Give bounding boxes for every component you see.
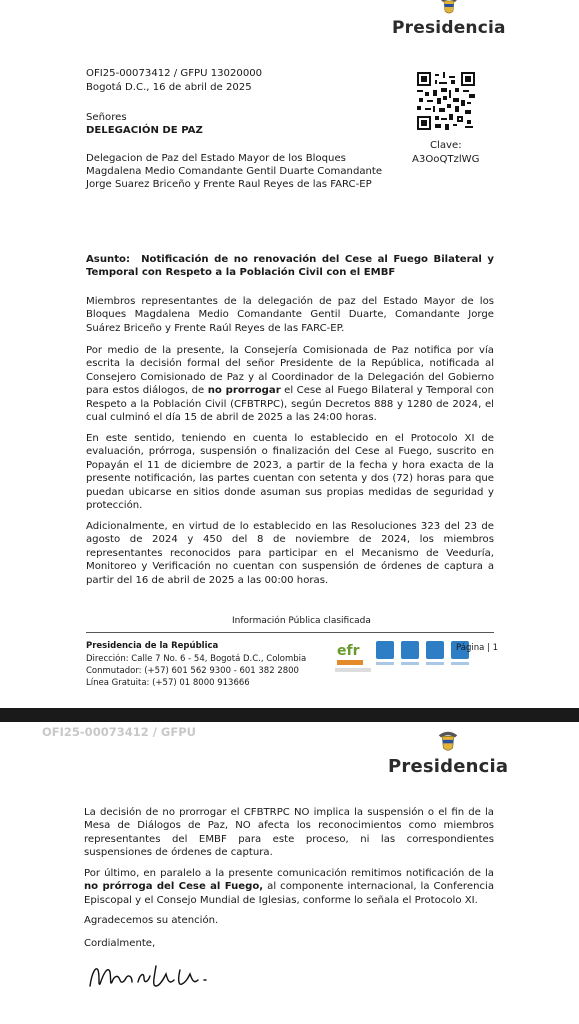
presidencia-logo — [388, 726, 508, 777]
page2-paragraph-2-text-end: al componente internacional, la Conferencia Episcopal y el Consejo Mundial de Iglesias, conforme lo señala el Protocolo XI. — [84, 881, 494, 906]
subject-text: Notificación de no renovación del Cese al Fuego Bilateral y Temporal con Respeto a la Población Civil con el EMBF — [86, 254, 494, 279]
reference-number-faint: OFI25-00073412 / GFPU — [42, 725, 196, 739]
paragraph-2 — [86, 344, 494, 424]
subject — [86, 253, 494, 280]
paragraph-2-text-end: el Cese al Fuego Bilateral y Temporal con Respeto a la Población Civil (CFBTRPC), según Decretos 888 y 1280 de 2024, el cual culminó el día 15 de abril de 2025 a las 24:00 horas. — [86, 385, 494, 424]
recipient-title: DELEGACIÓN DE PAZ — [86, 125, 203, 136]
handwritten-signature — [86, 952, 216, 996]
footer-toll-free: Línea Gratuita: (+57) 01 8000 913666 — [86, 678, 250, 688]
paragraph-1: Miembros representantes de la delegación de paz del Estado Mayor de los Bloques Magdalena Medio Comandante Gentil Duarte, Comandante Jorge Suárez Briceño y Frente Raúl Reyes de las FARC-EP. — [86, 296, 494, 334]
clave-value: A3OoQTzlWG — [412, 154, 480, 165]
recipient-line: Delegacion de Paz del Estado Mayor de los Bloques — [86, 153, 346, 164]
salutation: Señores — [86, 112, 127, 123]
recipient-line: Jorge Suarez Briceño y Frente Raul Reyes de las FARC-EP — [86, 179, 372, 190]
closing-line: Cordialmente, — [84, 938, 156, 949]
presidencia-wordmark: Presidencia — [392, 18, 506, 38]
efr-certification-logo: efr — [333, 641, 371, 677]
letter-page-2 — [0, 722, 579, 1024]
paragraph-2-bold: no prorrogar — [207, 385, 281, 397]
footer-phone: Conmutador: (+57) 601 562 9300 - 601 382 2800 — [86, 666, 299, 676]
footer-address: Dirección: Calle 7 No. 6 - 54, Bogotá D.C., Colombia — [86, 654, 307, 664]
page2-paragraph-2-text: Por último, en paralelo a la presente comunicación remitimos notificación de la — [84, 868, 494, 879]
icontec-badge-icon — [424, 641, 446, 665]
paragraph-3: En este sentido, teniendo en cuenta lo establecido en el Protocolo XI de evaluación, prórroga, suspensión o finalización del Cese al Fuego, suscrito en Popayán el 11 de diciembre de 2023, a partir de la fecha y hora exacta de la presente notificación, las partes cuentan con setenta y dos (72) horas para que puedan ubicarse en sitios donde asuman sus propias medidas de seguridad y protección. — [86, 433, 494, 512]
page2-paragraph-1: La decisión de no prorrogar el CFBTRPC NO implica la suspensión o el fin de la Mesa de Diálogos de Paz, NO afecta los reconocimientos como miembros representantes del EMBF para este proceso, ni las correspondientes suspensiones de órdenes de captura. — [84, 807, 494, 859]
presidencia-wordmark: Presidencia — [388, 756, 509, 777]
paragraph-2-text: Por medio de la presente, la Consejería Comisionada de Paz notifica por vía escrita la decisión formal del señor Presidente de la República, notificada al Consejero Comisionado de Paz y al Coordinador de la Delegación del Gobierno para estos diálogos, de — [86, 345, 494, 397]
thanks-line: Agradecemos su atención. — [84, 915, 219, 926]
reference-number: OFI25-00073412 / GFPU 13020000 — [86, 68, 263, 79]
page2-paragraph-2 — [84, 867, 494, 907]
qr-code — [417, 72, 475, 130]
coat-of-arms-icon — [436, 0, 462, 18]
footer-org: Presidencia de la República — [86, 641, 219, 651]
city-date: Bogotá D.C., 16 de abril de 2025 — [86, 82, 252, 93]
icontec-badge-icon — [374, 641, 396, 665]
clave-label: Clave: — [430, 140, 462, 151]
coat-of-arms-icon — [433, 726, 463, 756]
paragraph-4: Adicionalmente, en virtud de lo establecido en las Resoluciones 323 del 23 de agosto de 2024 y 450 del 8 de noviembre de 2024, los miembros representantes reconocidos para participar en el Mecanismo de Veeduría, Monitoreo y Verificación no cuentan con suspensión de órdenes de captura a partir del 16 de abril de 2025 a las 00:00 horas. — [86, 521, 494, 586]
presidencia-logo — [392, 0, 506, 38]
icontec-badge-icon — [399, 641, 421, 665]
classification-label: Información Pública clasificada — [232, 616, 371, 626]
footer-divider — [86, 632, 494, 633]
subject-label: Asunto: — [86, 254, 130, 265]
certification-logos — [333, 641, 471, 677]
page2-paragraph-2-bold: no prórroga del Cese al Fuego, — [84, 881, 264, 893]
page-number: Página | 1 — [456, 643, 498, 653]
recipient-line: Magdalena Medio Comandante Gentil Duarte Comandante — [86, 166, 383, 177]
page-separator — [0, 708, 579, 722]
